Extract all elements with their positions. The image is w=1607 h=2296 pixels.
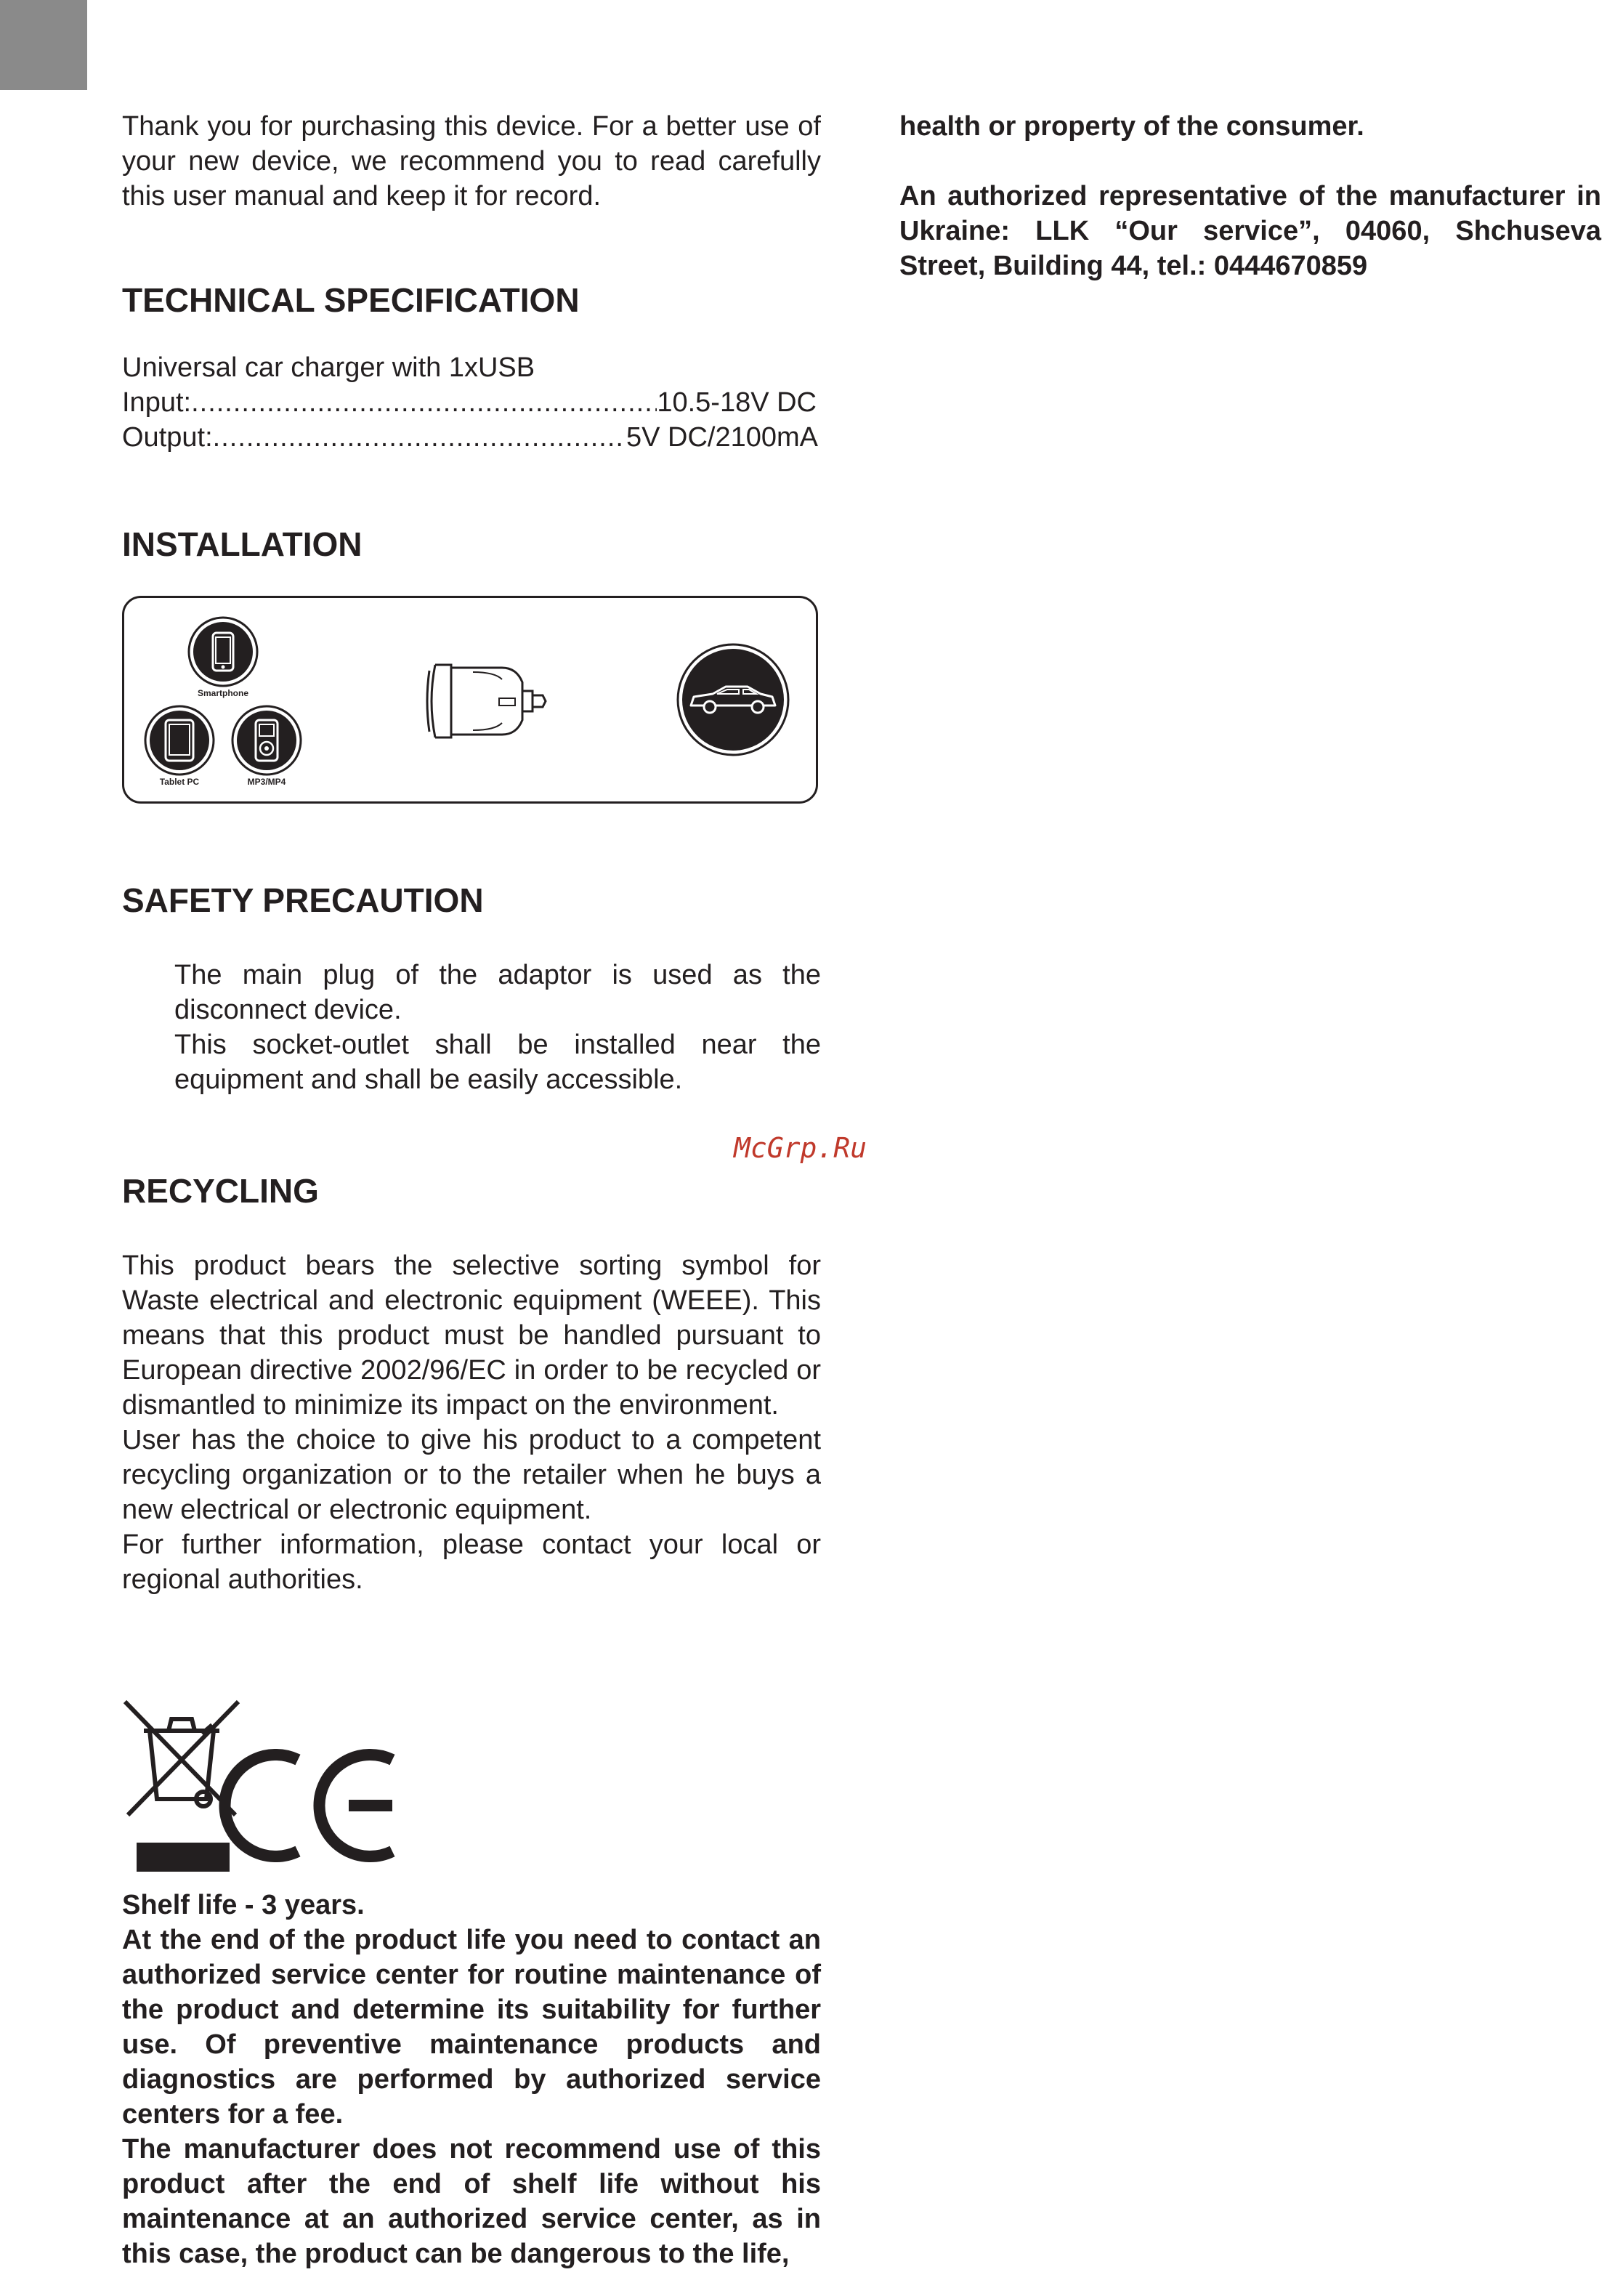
watermark: McGrp.Ru (734, 1132, 867, 1164)
representative-info: An authorized representative of the manufacturer in Ukraine: LLK “Our service”, 04060, Shchuseva Street, Building 44, tel.: 0444670859 (899, 181, 1601, 281)
spec-input-label: Input: (122, 387, 192, 418)
spec-output-label: Output: (122, 422, 213, 453)
safety-block (122, 958, 821, 1097)
mp3-player-icon (230, 704, 303, 777)
spec-input-row (122, 385, 817, 420)
recycling-paragraph-2: User has the choice to give his product to a competent recycling organization or to the retailer when he buys a new electrical or electronic equipment. (122, 1425, 821, 1525)
shelf-life-paragraph-2: The manufacturer does not recommend use of this product after the end of shelf life without his maintenance at an authorized service center, as in this case, the product can be dangerous to the life, (122, 2134, 821, 2269)
shelf-life-block (122, 1888, 821, 2271)
safety-heading: SAFETY PRECAUTION (122, 881, 484, 919)
weee-bar (137, 1843, 230, 1872)
safety-paragraph-2: This socket-outlet shall be installed near the equipment and shall be easily accessible. (174, 1030, 821, 1095)
car-icon (675, 642, 791, 758)
recycling-paragraph-1: This product bears the selective sorting symbol for Waste electrical and electronic equipment (WEEE). This means that this product must be handled pursuant to European directive 2002/96/EC in order to be recycled or dismantled to minimize its impact on the environment. (122, 1250, 821, 1420)
smartphone-icon (187, 615, 259, 688)
spec-output-row (122, 420, 818, 455)
smartphone-label: Smartphone (197, 688, 248, 698)
recycling-heading: RECYCLING (122, 1172, 319, 1210)
spec-input-value: 10.5-18V DC (657, 387, 817, 418)
installation-diagram (122, 596, 818, 804)
ce-mark-icon (224, 1755, 392, 1856)
compliance-logos (122, 1697, 427, 1879)
shelf-life-title: Shelf life - 3 years. (122, 1890, 365, 1920)
car-charger-icon (422, 658, 567, 745)
tablet-label: Tablet PC (159, 777, 200, 787)
left-column (122, 109, 821, 2271)
shelf-life-paragraph-2-continued: health or property of the consumer. (899, 111, 1364, 142)
installation-heading: INSTALLATION (122, 525, 363, 563)
shelf-life-paragraph-1: At the end of the product life you need to contact an authorized service center for routine maintenance of the product and determine its suitability for further use. Of preventive maintenance products and diagnostics are performed by authorized service centers for a fee. (122, 1925, 821, 2130)
product-name: Universal car charger with 1xUSB (122, 352, 535, 383)
spec-output-value: 5V DC/2100mA (626, 422, 818, 453)
recycling-paragraph-3: For further information, please contact your local or regional authorities. (122, 1529, 821, 1595)
intro-text: Thank you for purchasing this device. For a better use of your new device, we recommend you to read carefully this user manual and keep it for record. (122, 111, 821, 211)
tech-spec-heading: TECHNICAL SPECIFICATION (122, 281, 580, 319)
right-column (899, 109, 1601, 283)
mp3-label: MP3/MP4 (247, 777, 286, 787)
tablet-icon (143, 704, 216, 777)
recycling-block (122, 1248, 821, 1597)
page-corner-tab (0, 0, 87, 90)
safety-paragraph-1: The main plug of the adaptor is used as the disconnect device. (174, 960, 821, 1025)
spec-input-dots (191, 385, 657, 420)
spec-output-dots (213, 420, 626, 455)
